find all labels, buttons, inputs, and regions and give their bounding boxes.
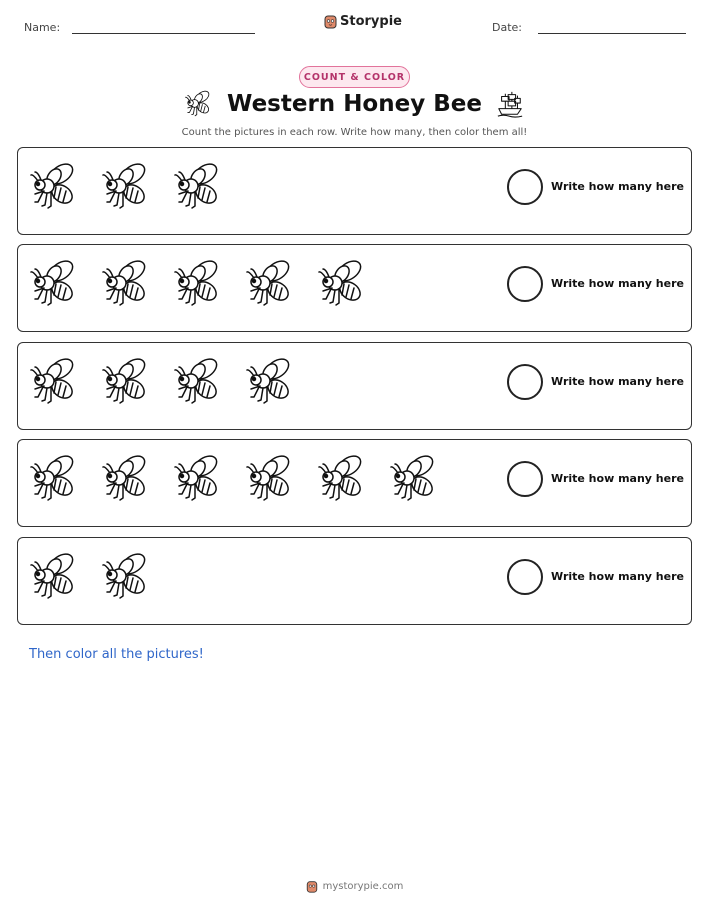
storypie-mascot-icon	[324, 14, 337, 29]
answer-circle[interactable]	[507, 559, 543, 595]
bee-icon[interactable]	[102, 552, 152, 602]
answer-circle[interactable]	[507, 266, 543, 302]
answer-label: Write how many here	[551, 277, 684, 290]
count-row	[17, 342, 692, 430]
footer-site: mystorypie.com	[322, 881, 404, 892]
bee-group	[30, 259, 368, 309]
page-title: Western Honey Bee	[227, 91, 482, 117]
count-row	[17, 439, 692, 527]
count-row	[17, 244, 692, 332]
bee-icon[interactable]	[246, 357, 296, 407]
count-row	[17, 147, 692, 235]
name-field-line[interactable]	[72, 33, 255, 34]
answer-circle[interactable]	[507, 461, 543, 497]
bee-group	[30, 454, 440, 504]
logo-text: Storypie	[340, 14, 402, 29]
title-row	[0, 90, 709, 118]
bee-icon[interactable]	[30, 454, 80, 504]
bee-icon[interactable]	[174, 259, 224, 309]
bee-icon	[185, 90, 213, 118]
storypie-logo	[324, 14, 402, 29]
answer-label: Write how many here	[551, 472, 684, 485]
name-label: Name:	[24, 21, 61, 34]
ship-icon	[496, 90, 524, 118]
bee-icon[interactable]	[246, 259, 296, 309]
bee-group	[30, 357, 296, 407]
date-field-line[interactable]	[538, 33, 686, 34]
bee-icon[interactable]	[30, 162, 80, 212]
date-label: Date:	[492, 21, 522, 34]
bee-icon[interactable]	[174, 357, 224, 407]
category-badge: COUNT & COLOR	[299, 66, 410, 88]
footer-note: Then color all the pictures!	[29, 647, 204, 662]
bee-icon[interactable]	[102, 259, 152, 309]
count-row	[17, 537, 692, 625]
answer-circle[interactable]	[507, 364, 543, 400]
bee-icon[interactable]	[30, 357, 80, 407]
bee-icon[interactable]	[30, 552, 80, 602]
bee-icon[interactable]	[318, 454, 368, 504]
bee-icon[interactable]	[390, 454, 440, 504]
bee-icon[interactable]	[102, 454, 152, 504]
answer-label: Write how many here	[551, 570, 684, 583]
instructions: Count the pictures in each row. Write how many, then color them all!	[181, 127, 528, 138]
answer-circle[interactable]	[507, 169, 543, 205]
bee-icon[interactable]	[174, 454, 224, 504]
storypie-mascot-icon	[306, 880, 318, 893]
bee-icon[interactable]	[102, 357, 152, 407]
bee-icon[interactable]	[318, 259, 368, 309]
bee-icon[interactable]	[30, 259, 80, 309]
bee-group	[30, 552, 152, 602]
answer-label: Write how many here	[551, 180, 684, 193]
bee-group	[30, 162, 224, 212]
bee-icon[interactable]	[174, 162, 224, 212]
footer	[0, 880, 709, 893]
bee-icon[interactable]	[246, 454, 296, 504]
answer-label: Write how many here	[551, 375, 684, 388]
bee-icon[interactable]	[102, 162, 152, 212]
